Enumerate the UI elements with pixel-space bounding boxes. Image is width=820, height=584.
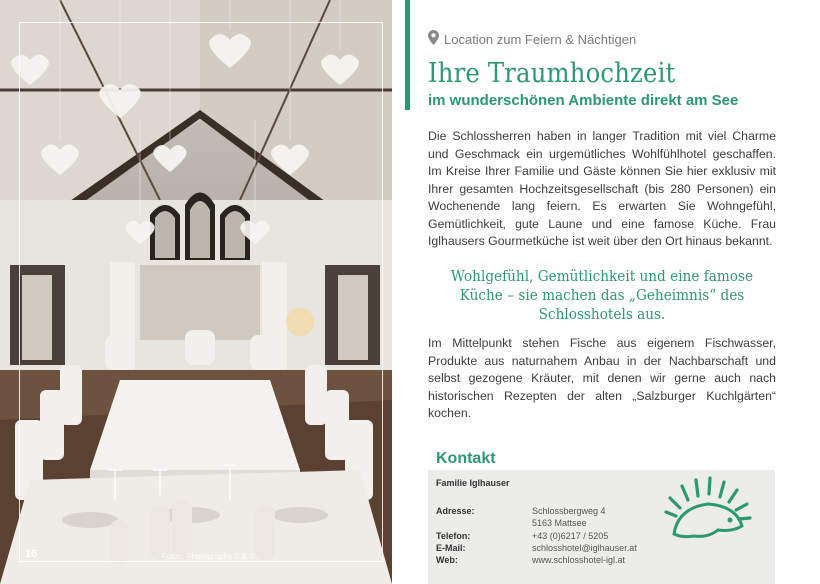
contact-heading: Kontakt — [436, 450, 496, 467]
wedding-hall-photo — [0, 0, 392, 584]
page-subtitle: im wunderschönen Ambiente direkt am See — [428, 92, 739, 109]
page-number: 16 — [25, 548, 38, 560]
location-line — [428, 30, 636, 48]
address-line-2: 5163 Mattsee — [532, 518, 587, 528]
pull-quote: Wohlgefühl, Gemütlichkeit und eine famose Küche – sie machen das „Geheimnis“ des Schlosshotels aus. — [450, 269, 754, 323]
photo-frame — [19, 22, 383, 562]
address-row — [436, 506, 606, 516]
map-pin-icon — [428, 30, 439, 48]
web-label: Web: — [436, 555, 458, 565]
phone-value[interactable]: +43 (0)6217 / 5205 — [532, 531, 609, 541]
location-label: Location zum Feiern & Nächtigen — [444, 31, 637, 47]
email-link[interactable]: schlosshotel@iglhauser.at — [532, 543, 637, 553]
web-row — [436, 555, 625, 565]
address-label: Adresse: — [436, 506, 475, 516]
phone-row — [436, 531, 608, 541]
photo-credit: Fotos: Photography S & S — [162, 552, 255, 561]
contact-name: Familie Iglhauser — [436, 478, 510, 488]
page-title: Ihre Traumhochzeit — [428, 58, 676, 89]
hedgehog-sun-logo — [660, 474, 756, 549]
phone-label: Telefon: — [436, 531, 471, 541]
email-label: E-Mail: — [436, 543, 466, 553]
address-line-1: Schlossbergweg 4 — [532, 506, 606, 516]
cuisine-paragraph: Im Mittelpunkt stehen Fische aus eigenem Fischwasser, Produkte aus naturnahem Anbau in der Nachbarschaft und selbst gezogene Kräuter, mit denen wir gerne auch nach historischen Rezepten der alten „Salzburger Kuchlgärten“ kochen. — [428, 336, 776, 420]
contact-box — [428, 470, 775, 584]
accent-bar — [405, 0, 410, 110]
address-row-2 — [436, 518, 587, 528]
email-row — [436, 543, 637, 553]
intro-paragraph: Die Schlossherren haben in langer Tradition mit viel Charme und Geschmack ein urgemütliches Wohlfühlhotel geschaffen. Im Kreise Ihrer Familie und Gäste können Sie hier exklusiv mit Ihrer gesamten Hochzeitsgesellschaft (bis 280 Personen) ein Wochenende lang feiern. Es erwarten Sie Wohngefühl, Gemütlichkeit, gute Laune und eine famose Küche. Frau Iglhausers Gourmetküche ist weit über den Ort hinaus bekannt. — [428, 129, 776, 248]
web-link[interactable]: www.schlosshotel-igl.at — [532, 555, 626, 565]
